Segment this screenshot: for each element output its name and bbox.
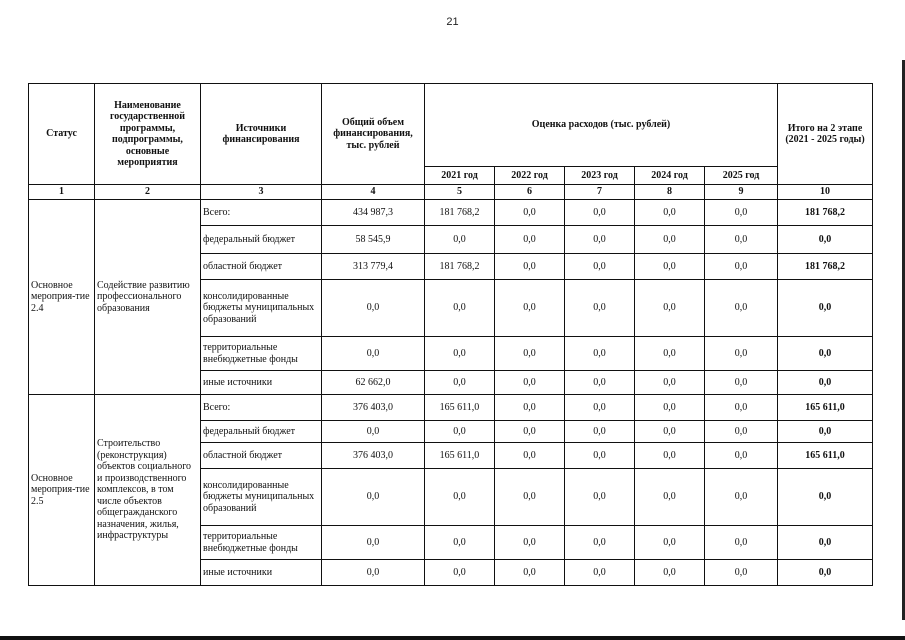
year-cell: 0,0 — [565, 469, 635, 526]
year-cell: 0,0 — [705, 280, 778, 337]
year-cell: 0,0 — [425, 560, 495, 586]
year-cell: 0,0 — [565, 337, 635, 371]
year-cell: 0,0 — [495, 443, 565, 469]
scan-edge-bottom — [0, 636, 905, 640]
source-cell: областной бюджет — [201, 443, 322, 469]
year-cell: 0,0 — [635, 421, 705, 443]
column-number: 1 — [29, 185, 95, 200]
year-cell: 0,0 — [425, 469, 495, 526]
source-cell: консолидированные бюджеты муниципальных образований — [201, 469, 322, 526]
year-cell: 0,0 — [425, 421, 495, 443]
column-number: 5 — [425, 185, 495, 200]
stage-total-cell: 0,0 — [778, 226, 873, 254]
year-cell: 0,0 — [635, 226, 705, 254]
year-cell: 0,0 — [565, 395, 635, 421]
year-cell: 0,0 — [425, 337, 495, 371]
year-cell: 0,0 — [705, 560, 778, 586]
year-cell: 0,0 — [635, 395, 705, 421]
column-number: 3 — [201, 185, 322, 200]
year-cell: 0,0 — [565, 200, 635, 226]
stage-total-cell: 0,0 — [778, 421, 873, 443]
year-cell: 0,0 — [565, 226, 635, 254]
header-year: 2022 год — [495, 167, 565, 185]
year-cell: 0,0 — [565, 421, 635, 443]
header-total-volume: Общий объем финансирования, тыс. рублей — [322, 84, 425, 185]
source-cell: Всего: — [201, 395, 322, 421]
total-cell: 62 662,0 — [322, 371, 425, 395]
financing-table — [28, 83, 873, 586]
header-year: 2023 год — [565, 167, 635, 185]
stage-total-cell: 0,0 — [778, 371, 873, 395]
year-cell: 0,0 — [495, 337, 565, 371]
stage-total-cell: 165 611,0 — [778, 443, 873, 469]
year-cell: 0,0 — [635, 469, 705, 526]
column-number: 4 — [322, 185, 425, 200]
year-cell: 0,0 — [565, 560, 635, 586]
header-status: Статус — [29, 84, 95, 185]
total-cell: 376 403,0 — [322, 395, 425, 421]
year-cell: 0,0 — [495, 371, 565, 395]
column-number: 2 — [95, 185, 201, 200]
year-cell: 165 611,0 — [425, 395, 495, 421]
year-cell: 0,0 — [425, 280, 495, 337]
source-cell: федеральный бюджет — [201, 421, 322, 443]
source-cell: иные источники — [201, 371, 322, 395]
year-cell: 0,0 — [565, 443, 635, 469]
year-cell: 0,0 — [705, 443, 778, 469]
source-cell: территориальные внебюджетные фонды — [201, 526, 322, 560]
stage-total-cell: 0,0 — [778, 469, 873, 526]
column-number: 8 — [635, 185, 705, 200]
total-cell: 376 403,0 — [322, 443, 425, 469]
measure-status: Основное мероприя-тие 2.4 — [29, 200, 95, 395]
total-cell: 313 779,4 — [322, 254, 425, 280]
total-cell: 0,0 — [322, 526, 425, 560]
measure-status: Основное мероприя-тие 2.5 — [29, 395, 95, 586]
total-cell: 0,0 — [322, 280, 425, 337]
header-year: 2021 год — [425, 167, 495, 185]
total-cell: 58 545,9 — [322, 226, 425, 254]
year-cell: 0,0 — [705, 526, 778, 560]
column-number: 10 — [778, 185, 873, 200]
header-year: 2024 год — [635, 167, 705, 185]
year-cell: 0,0 — [635, 371, 705, 395]
stage-total-cell: 181 768,2 — [778, 254, 873, 280]
year-cell: 0,0 — [495, 226, 565, 254]
year-cell: 0,0 — [705, 254, 778, 280]
year-cell: 181 768,2 — [425, 200, 495, 226]
year-cell: 0,0 — [495, 395, 565, 421]
total-cell: 0,0 — [322, 421, 425, 443]
year-cell: 0,0 — [425, 371, 495, 395]
source-cell: областной бюджет — [201, 254, 322, 280]
source-cell: консолидированные бюджеты муниципальных образований — [201, 280, 322, 337]
table-row — [29, 200, 873, 226]
year-cell: 0,0 — [705, 371, 778, 395]
year-cell: 0,0 — [495, 421, 565, 443]
source-cell: федеральный бюджет — [201, 226, 322, 254]
header-name: Наименование государственной программы, подпрограммы, основные мероприятия — [95, 84, 201, 185]
measure-name: Содействие развитию профессионального образования — [95, 200, 201, 395]
total-cell: 0,0 — [322, 560, 425, 586]
year-cell: 0,0 — [635, 254, 705, 280]
page-number: 21 — [446, 16, 459, 28]
source-cell: иные источники — [201, 560, 322, 586]
measure-name: Строительство (реконструкция) объектов социального и производственного комплексов, в том числе объектов общегражданского назначения, жилья, инфраструктуры — [95, 395, 201, 586]
year-cell: 0,0 — [635, 526, 705, 560]
year-cell: 0,0 — [495, 526, 565, 560]
year-cell: 0,0 — [495, 560, 565, 586]
column-number: 6 — [495, 185, 565, 200]
header-year: 2025 год — [705, 167, 778, 185]
year-cell: 0,0 — [705, 395, 778, 421]
year-cell: 0,0 — [565, 280, 635, 337]
year-cell: 0,0 — [495, 280, 565, 337]
stage-total-cell: 0,0 — [778, 280, 873, 337]
stage-total-cell: 0,0 — [778, 560, 873, 586]
stage-total-cell: 0,0 — [778, 337, 873, 371]
column-number: 7 — [565, 185, 635, 200]
year-cell: 0,0 — [635, 337, 705, 371]
source-cell: территориальные внебюджетные фонды — [201, 337, 322, 371]
total-cell: 0,0 — [322, 469, 425, 526]
year-cell: 0,0 — [425, 526, 495, 560]
year-cell: 0,0 — [635, 280, 705, 337]
stage-total-cell: 181 768,2 — [778, 200, 873, 226]
total-cell: 0,0 — [322, 337, 425, 371]
year-cell: 0,0 — [565, 526, 635, 560]
year-cell: 0,0 — [495, 254, 565, 280]
year-cell: 0,0 — [635, 200, 705, 226]
stage-total-cell: 165 611,0 — [778, 395, 873, 421]
source-cell: Всего: — [201, 200, 322, 226]
year-cell: 0,0 — [565, 254, 635, 280]
year-cell: 0,0 — [495, 469, 565, 526]
header-estimate: Оценка расходов (тыс. рублей) — [425, 84, 778, 167]
header-stage-total: Итого на 2 этапе (2021 - 2025 годы) — [778, 84, 873, 185]
year-cell: 0,0 — [565, 371, 635, 395]
year-cell: 0,0 — [425, 226, 495, 254]
year-cell: 181 768,2 — [425, 254, 495, 280]
year-cell: 0,0 — [705, 200, 778, 226]
year-cell: 0,0 — [635, 560, 705, 586]
stage-total-cell: 0,0 — [778, 526, 873, 560]
year-cell: 0,0 — [705, 421, 778, 443]
year-cell: 0,0 — [635, 443, 705, 469]
year-cell: 0,0 — [495, 200, 565, 226]
column-number: 9 — [705, 185, 778, 200]
total-cell: 434 987,3 — [322, 200, 425, 226]
year-cell: 0,0 — [705, 226, 778, 254]
header-source: Источники финансирования — [201, 84, 322, 185]
table-row — [29, 395, 873, 421]
year-cell: 0,0 — [705, 469, 778, 526]
year-cell: 0,0 — [705, 337, 778, 371]
year-cell: 165 611,0 — [425, 443, 495, 469]
